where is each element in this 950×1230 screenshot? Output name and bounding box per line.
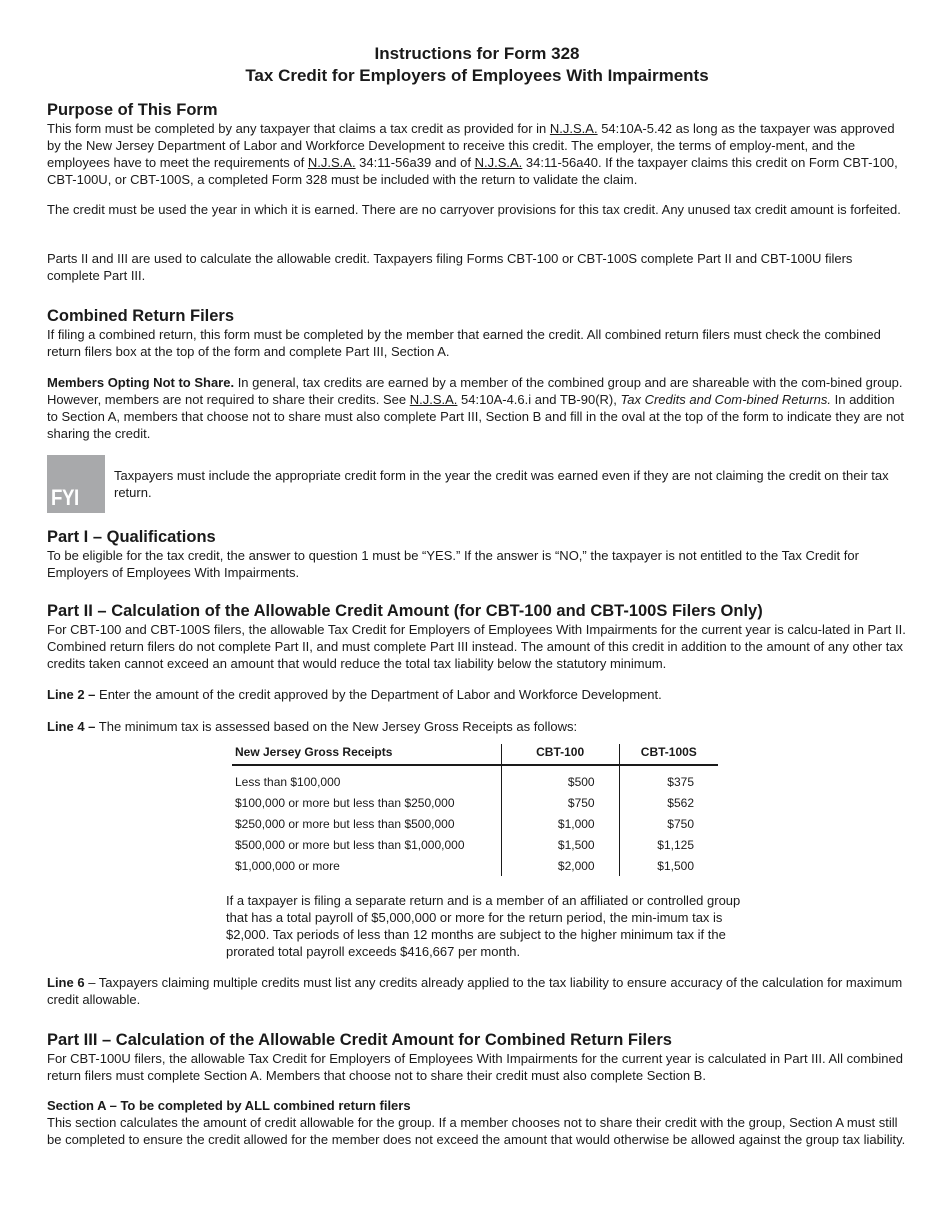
part3-heading: Part III – Calculation of the Allowable Credit Amount for Combined Return Filers	[47, 1031, 672, 1049]
section-purpose	[47, 100, 907, 188]
text: In general, tax credits are earned by a member of the combined group and are shareable with the com-bined group. However, members are not required to share their credits. See	[47, 375, 903, 407]
column-header: CBT-100	[501, 744, 619, 765]
column-header: New Jersey Gross Receipts	[235, 745, 393, 759]
document-title	[47, 43, 907, 87]
gross-receipts-cell: $500,000 or more but less than $1,000,000	[235, 837, 465, 852]
publication-title: Tax Credits and Com-bined Returns.	[620, 392, 832, 407]
title-line-2: Tax Credit for Employers of Employees With Impairments	[245, 66, 709, 85]
cbt-100s-cell: $562	[619, 792, 718, 813]
members-opting-paragraph	[47, 374, 907, 442]
njsa-reference: N.J.S.A.	[307, 155, 356, 170]
text: In addition to Section A, members that choose not to share must also complete Part III, Section B and fill in the oval at the top of the form to indicate they are not sharing the credit.	[47, 392, 905, 441]
purpose-paragraph-3: Parts II and III are used to calculate the allowable credit. Taxpayers filing Forms CBT-100 or CBT-100S complete Part II and CBT-100U filers complete Part III.	[47, 251, 853, 283]
text: 54:10A-4.6.i and TB-90(R),	[457, 392, 621, 407]
part2-text: For CBT-100 and CBT-100S filers, the allowable Tax Credit for Employers of Employees With Impairments for the current year is calcu-lated in Part II. Combined return filers do not complete Part II, and must complete Part III instead. The amount of this credit in addition to the amount of any other tax credits taken cannot exceed an amount that would reduce the total tax liability below the statutory minimum.	[47, 622, 906, 671]
fyi-icon	[47, 455, 105, 513]
combined-paragraph: If filing a combined return, this form must be completed by the member that earned the credit. All combined return filers must check the combined return filers box at the top of the form and complete Part III, Section A.	[47, 327, 881, 359]
text: The minimum tax is assessed based on the New Jersey Gross Receipts as follows:	[95, 719, 578, 734]
text: 34:11-56a39 and of	[355, 155, 475, 170]
table-row	[232, 792, 718, 813]
purpose-paragraph-2: The credit must be used the year in which it is earned. There are no carryover provisions for this tax credit. Any unused tax credit amount is forfeited.	[47, 202, 901, 217]
text: – Taxpayers claiming multiple credits must list any credits already applied to the tax liability to ensure accuracy of the calculation for maximum credit allowable.	[47, 975, 903, 1007]
section-a-heading: Section A – To be completed by ALL combined return filers	[47, 1098, 411, 1113]
minimum-tax-note: If a taxpayer is filing a separate return and is a member of an affiliated or controlled group that has a total payroll of $5,000,000 or more for the return period, the min-imum tax is $2,000. Tax periods of less than 12 months are subject to the higher minimum tax if the prorated total payroll exceeds $416,667 per month.	[226, 893, 741, 959]
cbt-100-cell: $1,500	[501, 834, 619, 855]
gross-receipts-cell: Less than $100,000	[235, 774, 341, 789]
table-row	[232, 765, 718, 792]
njsa-reference: N.J.S.A.	[409, 392, 458, 407]
cbt-100-cell: $750	[501, 792, 619, 813]
line-4-instruction	[47, 718, 907, 735]
fyi-text: Taxpayers must include the appropriate credit form in the year the credit was earned even if they are not claiming the credit on their tax return.	[114, 468, 889, 500]
cbt-100s-cell: $1,125	[619, 834, 718, 855]
cbt-100-cell: $2,000	[501, 855, 619, 876]
members-lead: Members Opting Not to Share.	[47, 375, 235, 390]
part2-heading: Part II – Calculation of the Allowable Credit Amount (for CBT-100 and CBT-100S Filers Only)	[47, 602, 763, 620]
part3-text: For CBT-100U filers, the allowable Tax Credit for Employers of Employees With Impairments for the current year is calculated in Part III. All combined return filers must complete Section A. Members that choose not to share their credit must also complete Section B.	[47, 1051, 903, 1083]
text: 54:10A-5.42 as long as the taxpayer was approved by the New Jersey Department of Labor and Workforce Development to receive this credit. The employer, the terms of employ-ment, and the employees have to meet the requirements of	[47, 121, 895, 170]
section-part-1	[47, 527, 907, 581]
line-2-instruction	[47, 686, 907, 703]
column-header: CBT-100S	[619, 744, 718, 765]
gross-receipts-cell: $100,000 or more but less than $250,000	[235, 795, 455, 810]
section-combined-return-filers	[47, 306, 907, 360]
combined-heading: Combined Return Filers	[47, 307, 235, 325]
fyi-badge-text: FYI	[51, 485, 79, 510]
gross-receipts-cell: $1,000,000 or more	[235, 858, 340, 873]
line-2-label: Line 2 –	[47, 687, 96, 702]
cbt-100s-cell: $375	[619, 765, 718, 792]
part1-heading: Part I – Qualifications	[47, 528, 216, 546]
gross-receipts-cell: $250,000 or more but less than $500,000	[235, 816, 455, 831]
table-row	[232, 855, 718, 876]
cbt-100s-cell: $750	[619, 813, 718, 834]
table-row	[232, 834, 718, 855]
text: 34:11-56a40. If the taxpayer claims this credit on Form CBT-100, CBT-100U, or CBT-100S, a completed Form 328 must be included with the return to validate the claim.	[47, 155, 898, 187]
text: This form must be completed by any taxpayer that claims a tax credit as provided for in	[47, 121, 550, 136]
line-4-label: Line 4 –	[47, 719, 96, 734]
purpose-paragraph-1	[47, 120, 907, 188]
text: Enter the amount of the credit approved by the Department of Labor and Workforce Development.	[95, 687, 662, 702]
cbt-100-cell: $1,000	[501, 813, 619, 834]
table-header-row	[232, 744, 718, 765]
njsa-reference: N.J.S.A.	[549, 121, 598, 136]
cbt-100-cell: $500	[501, 765, 619, 792]
section-part-2	[47, 601, 907, 672]
section-part-3	[47, 1030, 907, 1084]
line-6-label: Line 6	[47, 975, 85, 990]
section-a	[47, 1097, 907, 1148]
minimum-tax-table	[232, 744, 718, 876]
line-6-instruction	[47, 974, 907, 1008]
section-a-text: This section calculates the amount of credit allowable for the group. If a member chooses not to share their credit with the group, Section A must still be completed to ensure the credit allowed for the member does not exceed the amount that would otherwise be allowed against the group tax liability.	[47, 1115, 906, 1147]
part1-text: To be eligible for the tax credit, the answer to question 1 must be “YES.” If the answer is “NO,” the taxpayer is not entitled to the Tax Credit for Employers of Employees With Impairments.	[47, 548, 859, 580]
purpose-heading: Purpose of This Form	[47, 101, 218, 119]
fyi-callout	[47, 455, 907, 515]
table-row	[232, 813, 718, 834]
njsa-reference: N.J.S.A.	[474, 155, 523, 170]
title-line-1: Instructions for Form 328	[374, 44, 580, 63]
cbt-100s-cell: $1,500	[619, 855, 718, 876]
